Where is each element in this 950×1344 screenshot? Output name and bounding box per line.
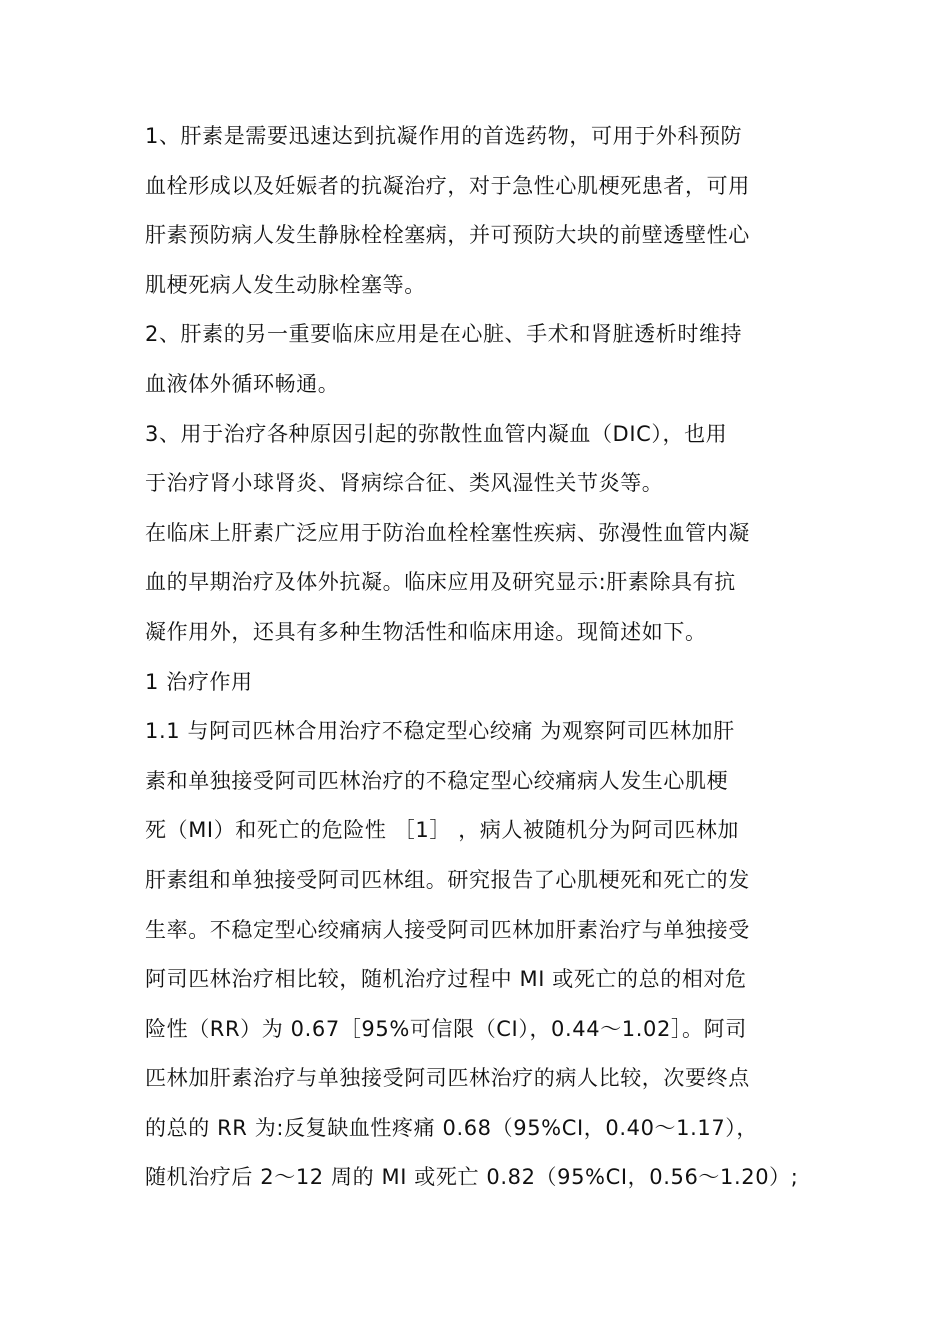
text-line: 死（MI）和死亡的危险性 ［1］ ，病人被随机分为阿司匹林加 bbox=[145, 818, 740, 843]
text-line: 阿司匹林治疗相比较，随机治疗过程中 MI 或死亡的总的相对危 bbox=[145, 967, 747, 992]
text-line: 肌梗死病人发生动脉栓塞等。 bbox=[145, 272, 426, 297]
text-line: 血液体外循环畅通。 bbox=[145, 371, 340, 396]
text-line: 险性（RR）为 0.67［95%可信限（CI），0.44～1.02］。阿司 bbox=[145, 1016, 747, 1041]
text-line: 1.1 与阿司匹林合用治疗不稳定型心绞痛 为观察阿司匹林加肝 bbox=[145, 719, 735, 744]
text-line: 2、肝素的另一重要临床应用是在心脏、手术和肾脏透析时维持 bbox=[145, 322, 743, 347]
document-body bbox=[145, 112, 810, 1203]
text-line: 3、用于治疗各种原因引起的弥散性血管内凝血（DIC），也用 bbox=[145, 421, 728, 446]
text-line: 随机治疗后 2～12 周的 MI 或死亡 0.82（95%CI，0.56～1.20）; bbox=[145, 1165, 799, 1190]
text-line: 凝作用外，还具有多种生物活性和临床用途。现简述如下。 bbox=[145, 619, 707, 644]
text-line: 血栓形成以及妊娠者的抗凝治疗，对于急性心肌梗死患者，可用 bbox=[145, 173, 750, 198]
section-heading: 1 治疗作用 bbox=[145, 669, 253, 694]
text-line: 1、肝素是需要迅速达到抗凝作用的首选药物，可用于外科预防 bbox=[145, 124, 743, 148]
text-line: 在临床上肝素广泛应用于防治血栓栓塞性疾病、弥漫性血管内凝 bbox=[145, 520, 750, 545]
text-line: 生率。不稳定型心绞痛病人接受阿司匹林加肝素治疗与单独接受 bbox=[145, 917, 750, 942]
text-line: 于治疗肾小球肾炎、肾病综合征、类风湿性关节炎等。 bbox=[145, 471, 664, 496]
text-line: 素和单独接受阿司匹林治疗的不稳定型心绞痛病人发生心肌梗 bbox=[145, 768, 729, 793]
text-line: 肝素组和单独接受阿司匹林组。研究报告了心肌梗死和死亡的发 bbox=[145, 867, 750, 892]
text-line: 血的早期治疗及体外抗凝。临床应用及研究显示:肝素除具有抗 bbox=[145, 570, 736, 595]
text-line: 肝素预防病人发生静脉栓栓塞病，并可预防大块的前壁透壁性心 bbox=[145, 223, 750, 248]
text-line: 匹林加肝素治疗与单独接受阿司匹林治疗的病人比较，次要终点 bbox=[145, 1066, 750, 1091]
text-line: 的总的 RR 为:反复缺血性疼痛 0.68（95%CI，0.40～1.17）， bbox=[145, 1115, 758, 1140]
